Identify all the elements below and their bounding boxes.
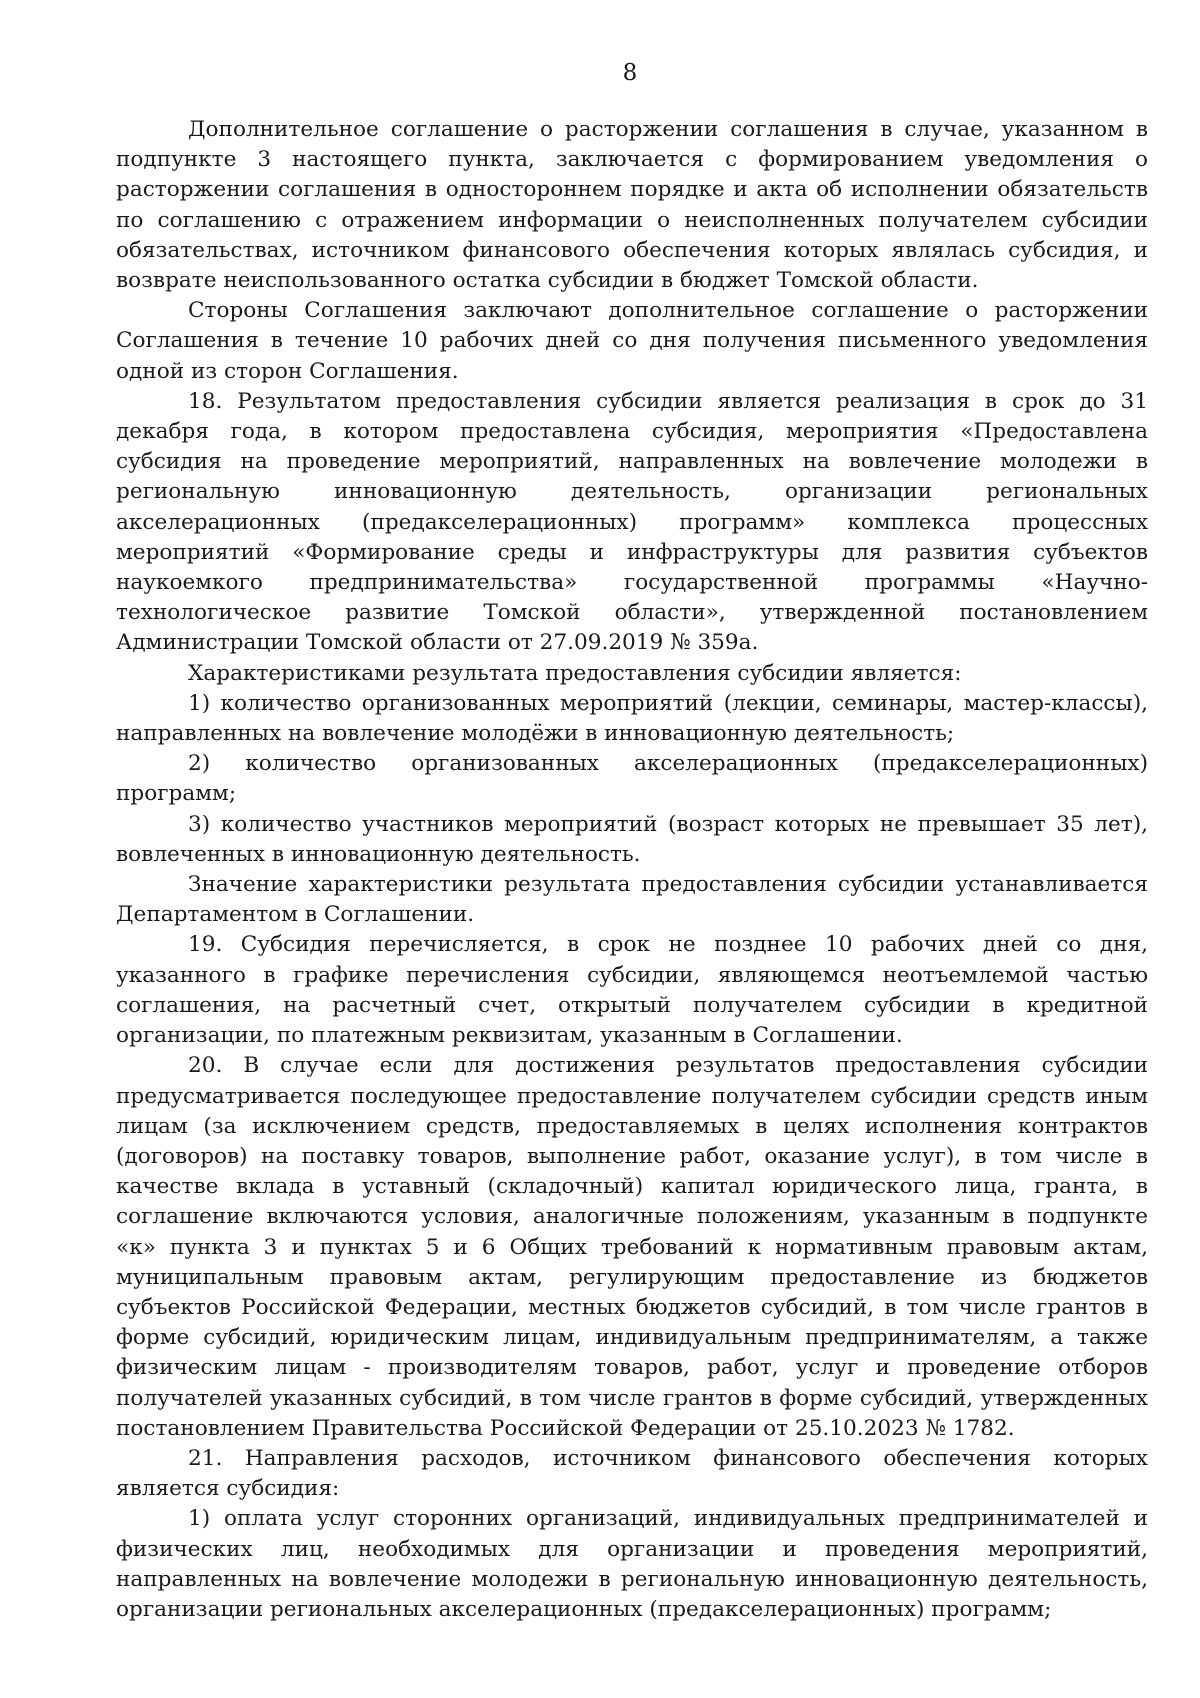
paragraph-18-result: 18. Результатом предоставления субсидии является реализация в срок до 31 декабря года, в котором предоставлена субсидия, мероприятия «Предоставлена субсидия на проведение мероприятий, направленных на вовлечение молодежи в региональную инновационную деятельность, организации региональных акселерационных (предакселерационных) программ» комплекса процессных мероприятий «Формирование среды и инфраструктуры для развития субъектов наукоемкого предпринимательства» государственной программы «Научно-технологическое развитие Томской области», утвержденной постановлением Администрации Томской области от 27.09.2019 № 359а.	[116, 388, 1148, 656]
list-item-programs-count: 2) количество организованных акселерационных (предакселерационных) программ;	[116, 751, 1148, 807]
list-item-services-payment: 1) оплата услуг сторонних организаций, индивидуальных предпринимателей и физических лиц, необходимых для организации и проведения мероприятий, направленных на вовлечение молодежи в региональную инновационную деятельность, организации региональных акселерационных (предакселерационных) программ;	[116, 1506, 1148, 1622]
paragraph-characteristic-value: Значение характеристики результата предоставления субсидии устанавливается Департаментом в Соглашении.	[116, 872, 1148, 928]
paragraph-19-transfer: 19. Субсидия перечисляется, в срок не позднее 10 рабочих дней со дня, указанного в графике перечисления субсидии, являющемся неотъемлемой частью соглашения, на расчетный счет, открытый получателем субсидии в кредитной организации, по платежным реквизитам, указанным в Соглашении.	[116, 932, 1148, 1049]
paragraph-21-expense-directions: 21. Направления расходов, источником финансового обеспечения которых является субсидия:	[116, 1445, 1148, 1502]
list-item-events-count: 1) количество организованных мероприятий (лекции, семинары, мастер-классы), направленных на вовлечение молодёжи в инновационную деятельность;	[116, 690, 1148, 747]
paragraph-20-other-persons: 20. В случае если для достижения результатов предоставления субсидии предусматривается последующее предоставление получателем субсидии средств иным лицам (за исключением средств, предоставляемых в целях исполнения контрактов (договоров) на поставку товаров, выполнение работ, оказание услуг), в том числе в качестве вклада в уставный (складочный) капитал юридического лица, гранта, в соглашение включаются условия, аналогичные положениям, указанным в подпункте «к» пункта 3 и пунктах 5 и 6 Общих требований к нормативным правовым актам, муниципальным правовым актам, регулирующим предоставление из бюджетов субъектов Российской Федерации, местных бюджетов субсидий, в том числе грантов в форме субсидий, юридическим лицам, индивидуальным предпринимателям, а также физическим лицам - производителям товаров, работ, услуг и проведение отборов получателей указанных субсидий, в том числе грантов в форме субсидий, утвержденных постановлением Правительства Российской Федерации от 25.10.2023 № 1782.	[116, 1053, 1148, 1441]
list-item-participants-count: 3) количество участников мероприятий (возраст которых не превышает 35 лет), вовлеченных в инновационную деятельность.	[116, 811, 1148, 867]
page-number: 8	[622, 60, 638, 86]
paragraph-termination-agreement: Дополнительное соглашение о расторжении соглашения в случае, указанном в подпункте 3 настоящего пункта, заключается с формированием уведомления о расторжении соглашения в одностороннем порядке и акта об исполнении обязательств по соглашению с отражением информации о неисполненных получателем субсидии обязательствах, источником финансового обеспечения которых являлась субсидия, и возврате неиспользованного остатка субсидии в бюджет Томской области.	[116, 117, 1148, 294]
paragraph-result-characteristics: Характеристиками результата предоставления субсидии является:	[188, 660, 962, 686]
paragraph-parties-agreement: Стороны Соглашения заключают дополнительное соглашение о расторжении Соглашения в течение 10 рабочих дней со дня получения письменного уведомления одной из сторон Соглашения.	[116, 298, 1148, 384]
document-body	[116, 115, 1148, 1625]
